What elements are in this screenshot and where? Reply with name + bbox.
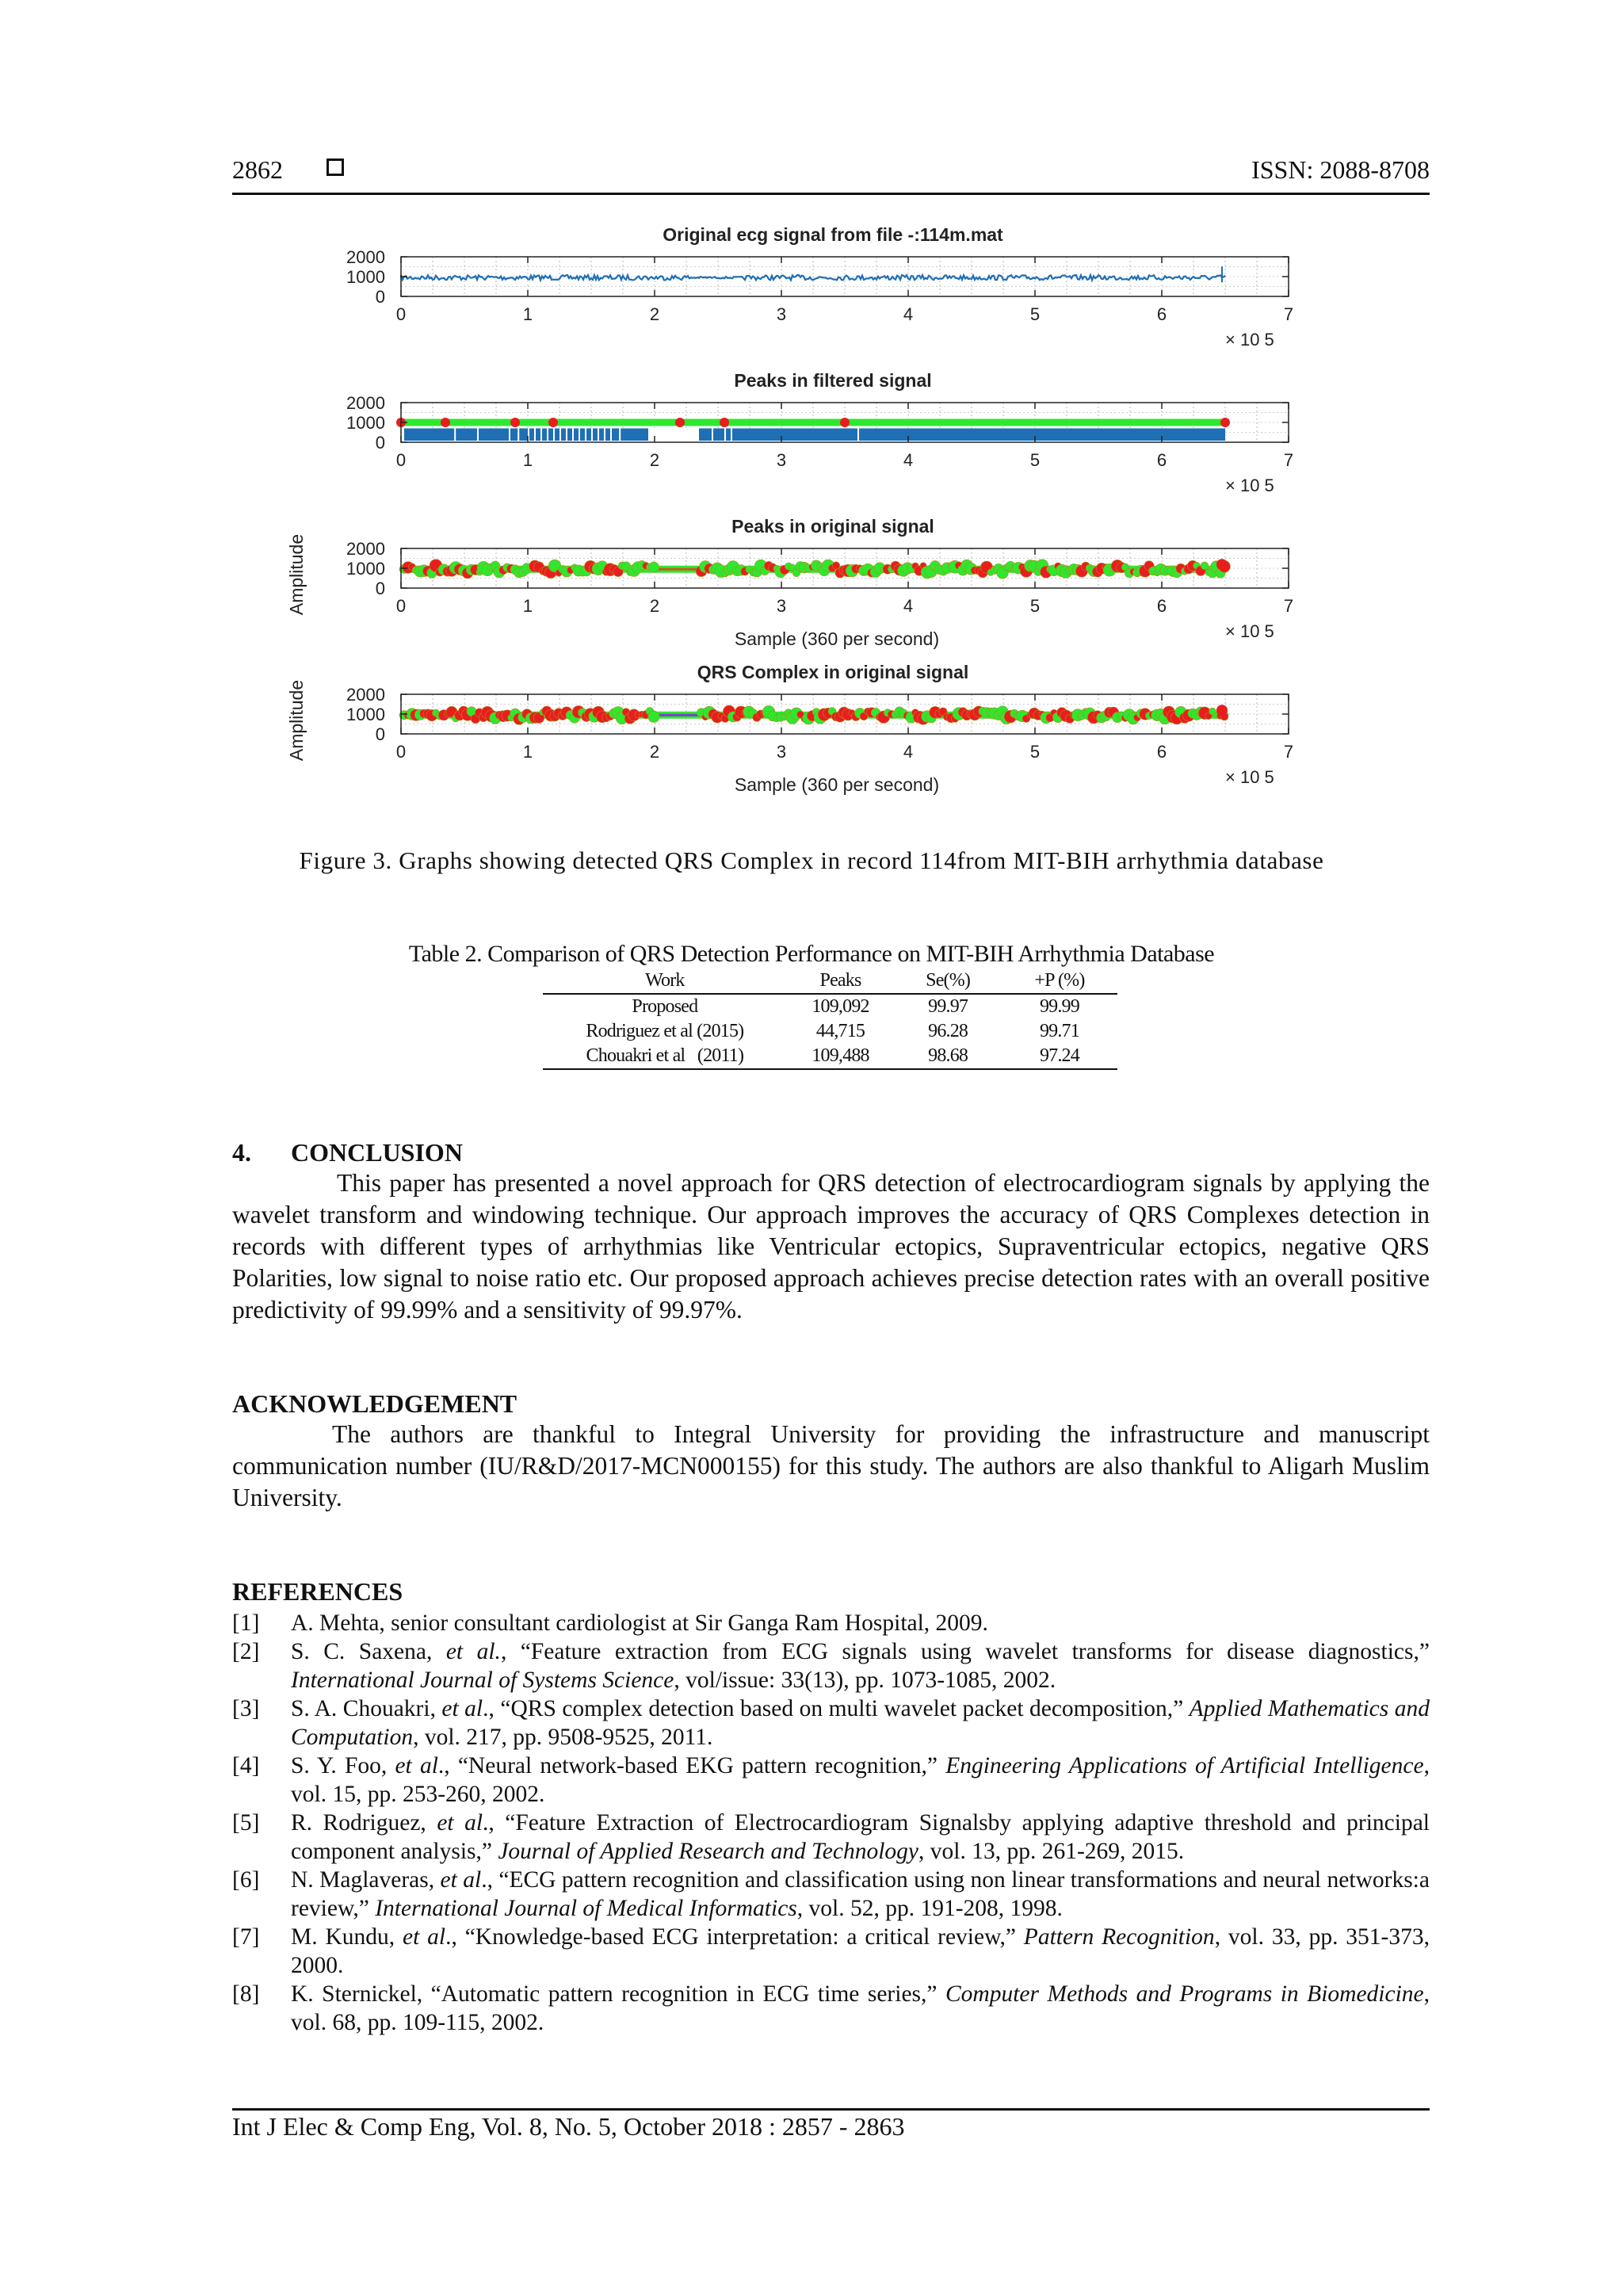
filtered-signal-gap <box>591 429 593 441</box>
x-exponent-label: × 10 5 <box>1225 330 1274 350</box>
table-cell: 99.97 <box>928 996 968 1017</box>
peak-marker <box>675 418 685 427</box>
reference-item <box>232 1923 1430 1980</box>
reference-plain-text: K. Sternickel, “Automatic pattern recognition in ECG time series,” <box>291 1981 945 2007</box>
reference-number: [4] <box>232 1753 260 1778</box>
table-row <box>543 994 1117 1019</box>
reference-plain-text: S. A. Chouakri, <box>291 1696 442 1721</box>
table-cell: Rodriguez et al (2015) <box>586 1021 744 1041</box>
filtered-signal-gap <box>610 429 612 441</box>
filtered-signal-gap <box>534 429 536 441</box>
filtered-signal-gap <box>648 429 699 441</box>
peak-marker <box>720 418 729 427</box>
comparison-table <box>543 968 1117 1070</box>
filtered-signal-gap <box>559 429 561 441</box>
peak-marker <box>1216 705 1228 716</box>
column-header-work: Work <box>543 968 787 994</box>
plot-title: Peaks in original signal <box>731 516 934 537</box>
y-tick-label: 0 <box>375 287 385 307</box>
section-heading-acknowledgement: ACKNOWLEDGEMENT <box>232 1389 517 1418</box>
reference-italic-text: et al. <box>445 1639 501 1664</box>
table-cell: Proposed <box>632 996 698 1017</box>
table-row <box>543 1019 1117 1044</box>
y-tick-label: 0 <box>375 724 385 744</box>
filtered-signal-gap <box>712 429 713 441</box>
y-tick-label: 1000 <box>346 559 385 579</box>
reference-plain-text: ., “Feature Extraction of Electrocardiogram Signalsby applying adaptive threshold and principal component analysis,” <box>291 1810 1430 1864</box>
reference-plain-text: ., “ECG pattern recognition and classification using non linear transformations and neural networks:a review,” <box>291 1867 1430 1921</box>
filtered-signal-gap <box>579 429 580 441</box>
x-exponent-label: × 10 5 <box>1225 767 1274 787</box>
table-cell: 98.68 <box>894 1044 1002 1069</box>
section-title: CONCLUSION <box>291 1138 463 1167</box>
reference-plain-text: S. Y. Foo, <box>291 1753 395 1778</box>
reference-text <box>291 1923 1430 1980</box>
x-tick-label: 0 <box>395 450 407 470</box>
section-heading-conclusion <box>232 1138 463 1167</box>
reference-list <box>232 1609 1430 2037</box>
x-tick-label: 4 <box>903 742 914 762</box>
y-tick-label: 2000 <box>346 539 385 559</box>
section-number: 4. <box>232 1138 251 1167</box>
reference-item <box>232 1980 1430 2037</box>
filtered-signal-gap <box>517 429 519 441</box>
y-tick-label: 2000 <box>346 393 385 413</box>
reference-plain-text: , vol. 33, pp. 351-373, 2000. <box>291 1924 1430 1978</box>
footer-rule <box>232 2108 1430 2111</box>
x-tick-label: 6 <box>1156 450 1167 470</box>
reference-italic-text: Computer Methods and Programs in Biomedicine <box>945 1981 1424 2007</box>
reference-italic-text: International Journal of Systems Science <box>291 1668 674 1693</box>
reference-plain-text: , vol. 217, pp. 9508-9525, 2011. <box>413 1725 713 1750</box>
y-axis-label: Amplitude <box>286 533 307 616</box>
x-axis-label: Sample (360 per second) <box>734 774 940 795</box>
filtered-signal-gap <box>857 429 859 441</box>
x-tick-label: 7 <box>1283 450 1294 470</box>
x-tick-label: 2 <box>649 596 660 616</box>
peak-marker <box>1220 418 1230 427</box>
page-number: 2862 <box>232 155 283 184</box>
reference-number: [5] <box>232 1810 260 1836</box>
reference-italic-text: et al <box>395 1753 438 1778</box>
reference-italic-text: Journal of Applied Research and Technology <box>498 1839 918 1864</box>
acknowledgement-paragraph: The authors are thankful to Integral University for providing the infrastructure and manuscript communication number (IU/R&D/2017-MCN000155) for this study. The authors are also thankful to Aligarh Muslim University. <box>232 1420 1430 1511</box>
reference-plain-text: A. Mehta, senior consultant cardiologist at Sir Ganga Ram Hospital, 2009. <box>291 1610 988 1636</box>
table-cell: Chouakri et al (2011) <box>543 1044 787 1069</box>
conclusion-paragraph: This paper has presented a novel approach for QRS detection of electrocardiogram signals by applying the wavelet transform and windowing technique. Our approach improves the accuracy of QRS Complexes detection in records with different types of arrhythmias like Ventricular ectopics, Supraventricular ectopics, negative QRS Polarities, low signal to noise ratio etc. Our proposed approach achieves precise detection rates with an overall positive predictivity of 99.99% and a sensitivity of 99.97%. <box>232 1169 1430 1324</box>
reference-text <box>291 1694 1430 1752</box>
table-header-row <box>543 968 1117 994</box>
reference-plain-text: ., “Neural network-based EKG pattern recognition,” <box>437 1753 946 1778</box>
y-tick-label: 0 <box>375 579 385 598</box>
filtered-signal-gap <box>598 429 599 441</box>
x-exponent-label: × 10 5 <box>1225 621 1274 641</box>
x-tick-label: 7 <box>1283 304 1294 324</box>
reference-number: [7] <box>232 1924 260 1950</box>
filtered-signal-gap <box>454 429 456 441</box>
reference-text <box>291 1809 1430 1866</box>
column-header-se: Se(%) <box>894 968 1002 994</box>
x-tick-label: 5 <box>1029 596 1041 616</box>
x-tick-label: 2 <box>649 742 660 762</box>
reference-plain-text: S. C. Saxena, <box>291 1639 446 1664</box>
figure-caption: Figure 3. Graphs showing detected QRS Complex in record 114from MIT-BIH arrhythmia database <box>299 846 1324 874</box>
filtered-signal-gap <box>540 429 542 441</box>
plot-title: Original ecg signal from file -:114m.mat <box>663 224 1003 245</box>
column-header-peaks: Peaks <box>787 968 895 994</box>
reference-plain-text: , “Feature extraction from ECG signals using wavelet transforms for disease diagnostics,” <box>500 1639 1430 1664</box>
reference-text <box>291 1609 1430 1637</box>
reference-item <box>232 1637 1430 1694</box>
reference-plain-text: ., “QRS complex detection based on multi wavelet packet decomposition,” <box>483 1696 1190 1721</box>
y-tick-label: 1000 <box>346 705 385 724</box>
reference-text <box>291 1637 1430 1694</box>
table-cell: 109,488 <box>787 1044 895 1069</box>
issn-label: ISSN: 2088-8708 <box>1251 155 1430 184</box>
x-tick-label: 2 <box>649 450 660 470</box>
table-cell: 96.28 <box>928 1021 968 1041</box>
table-cell: 109,092 <box>812 996 869 1017</box>
reference-plain-text: R. Rodriguez, <box>291 1810 437 1836</box>
filtered-signal-gap <box>572 429 574 441</box>
reference-number: [2] <box>232 1639 260 1664</box>
header-square-icon <box>327 159 344 176</box>
reference-number: [3] <box>232 1696 260 1721</box>
y-tick-label: 2000 <box>346 247 385 267</box>
filtered-signal-gap <box>585 429 586 441</box>
table-caption: Table 2. Comparison of QRS Detection Performance on MIT-BIH Arrhythmia Database <box>408 941 1215 967</box>
x-tick-label: 3 <box>776 304 787 324</box>
x-tick-label: 4 <box>903 450 914 470</box>
peak-marker <box>840 418 850 427</box>
peak-marker <box>441 418 450 427</box>
peak-marker <box>648 562 659 572</box>
x-tick-label: 3 <box>776 742 787 762</box>
filtered-signal-gap <box>566 429 567 441</box>
x-tick-label: 5 <box>1029 742 1041 762</box>
table-cell: 97.24 <box>1002 1044 1117 1069</box>
x-tick-label: 6 <box>1156 304 1167 324</box>
x-exponent-label: × 10 5 <box>1225 476 1274 495</box>
reference-item <box>232 1609 1430 1637</box>
reference-plain-text: , vol. 13, pp. 261-269, 2015. <box>918 1839 1185 1864</box>
x-tick-label: 7 <box>1283 596 1294 616</box>
reference-text <box>291 1980 1430 2037</box>
x-tick-label: 5 <box>1029 304 1041 324</box>
x-tick-label: 4 <box>903 596 914 616</box>
reference-italic-text: Pattern Recognition <box>1023 1924 1215 1950</box>
x-tick-label: 6 <box>1156 742 1167 762</box>
reference-plain-text: , vol. 52, pp. 191-208, 1998. <box>796 1896 1063 1921</box>
reference-italic-text: Engineering Applications of Artificial Intelligence <box>945 1753 1424 1778</box>
reference-number: [8] <box>232 1981 260 2007</box>
reference-item <box>232 1694 1430 1752</box>
y-tick-label: 2000 <box>346 685 385 705</box>
reference-italic-text: et al <box>403 1924 446 1950</box>
x-tick-label: 0 <box>395 596 407 616</box>
reference-number: [6] <box>232 1867 260 1893</box>
filtered-signal-gap <box>547 429 548 441</box>
reference-plain-text: M. Kundu, <box>291 1924 403 1950</box>
x-axis-label: Sample (360 per second) <box>734 628 940 649</box>
filtered-signal-gap <box>553 429 555 441</box>
x-tick-label: 1 <box>522 304 533 324</box>
reference-italic-text: et al <box>440 1867 482 1893</box>
x-tick-label: 4 <box>903 304 914 324</box>
reference-plain-text: , vol. 68, pp. 109-115, 2002. <box>291 1981 1430 2035</box>
reference-plain-text: ., “Knowledge-based ECG interpretation: a critical review,” <box>445 1924 1024 1950</box>
y-tick-label: 1000 <box>346 267 385 287</box>
x-tick-label: 0 <box>395 304 407 324</box>
peak-marker <box>1201 562 1209 570</box>
filtered-signal-gap <box>731 429 732 441</box>
peak-marker <box>548 418 558 427</box>
filtered-signal-gap <box>604 429 605 441</box>
reference-number: [1] <box>232 1610 260 1636</box>
reference-plain-text: N. Maglaveras, <box>291 1867 441 1893</box>
reference-item <box>232 1809 1430 1866</box>
y-tick-label: 1000 <box>346 413 385 433</box>
x-tick-label: 2 <box>649 304 660 324</box>
y-tick-label: 0 <box>375 433 385 453</box>
x-tick-label: 1 <box>522 450 533 470</box>
peak-marker <box>1216 559 1228 570</box>
peak-marker <box>648 711 659 722</box>
y-axis-label: Amplitude <box>286 679 307 762</box>
x-tick-label: 5 <box>1029 450 1041 470</box>
reference-text <box>291 1866 1430 1923</box>
x-tick-label: 3 <box>776 450 787 470</box>
reference-plain-text: , vol/issue: 33(13), pp. 1073-1085, 2002. <box>674 1668 1056 1693</box>
filtered-signal-gap <box>619 429 621 441</box>
reference-italic-text: International Journal of Medical Informatics <box>375 1896 797 1921</box>
table-row <box>543 1044 1117 1069</box>
peak-marker <box>510 418 520 427</box>
table-cell: 99.99 <box>1039 996 1079 1017</box>
x-tick-label: 3 <box>776 596 787 616</box>
x-tick-label: 1 <box>522 742 533 762</box>
column-header-p: +P (%) <box>1002 968 1117 994</box>
plot-title: QRS Complex in original signal <box>697 662 969 682</box>
figure-ecg-plots <box>269 214 1323 824</box>
filtered-signal-gap <box>724 429 726 441</box>
reference-item <box>232 1866 1430 1923</box>
table-cell: 99.71 <box>1039 1021 1079 1041</box>
reference-italic-text: et al <box>441 1696 483 1721</box>
x-tick-label: 7 <box>1283 742 1294 762</box>
reference-italic-text: et al <box>437 1810 483 1836</box>
reference-text <box>291 1752 1430 1809</box>
section-heading-references: REFERENCES <box>232 1577 403 1606</box>
reference-item <box>232 1752 1430 1809</box>
x-tick-label: 0 <box>395 742 407 762</box>
filtered-signal-gap <box>477 429 479 441</box>
reference-plain-text: , vol. 15, pp. 253-260, 2002. <box>291 1753 1430 1807</box>
filtered-signal-gap <box>509 429 510 441</box>
x-tick-label: 6 <box>1156 596 1167 616</box>
plot-title: Peaks in filtered signal <box>734 370 932 391</box>
x-tick-label: 1 <box>522 596 533 616</box>
header-rule <box>232 193 1430 195</box>
table-cell: 44,715 <box>815 1021 865 1041</box>
reference-italic-text: Applied Mathematics and Computation <box>291 1696 1430 1750</box>
footer-citation: Int J Elec & Comp Eng, Vol. 8, No. 5, October 2018 : 2857 - 2863 <box>232 2112 905 2141</box>
